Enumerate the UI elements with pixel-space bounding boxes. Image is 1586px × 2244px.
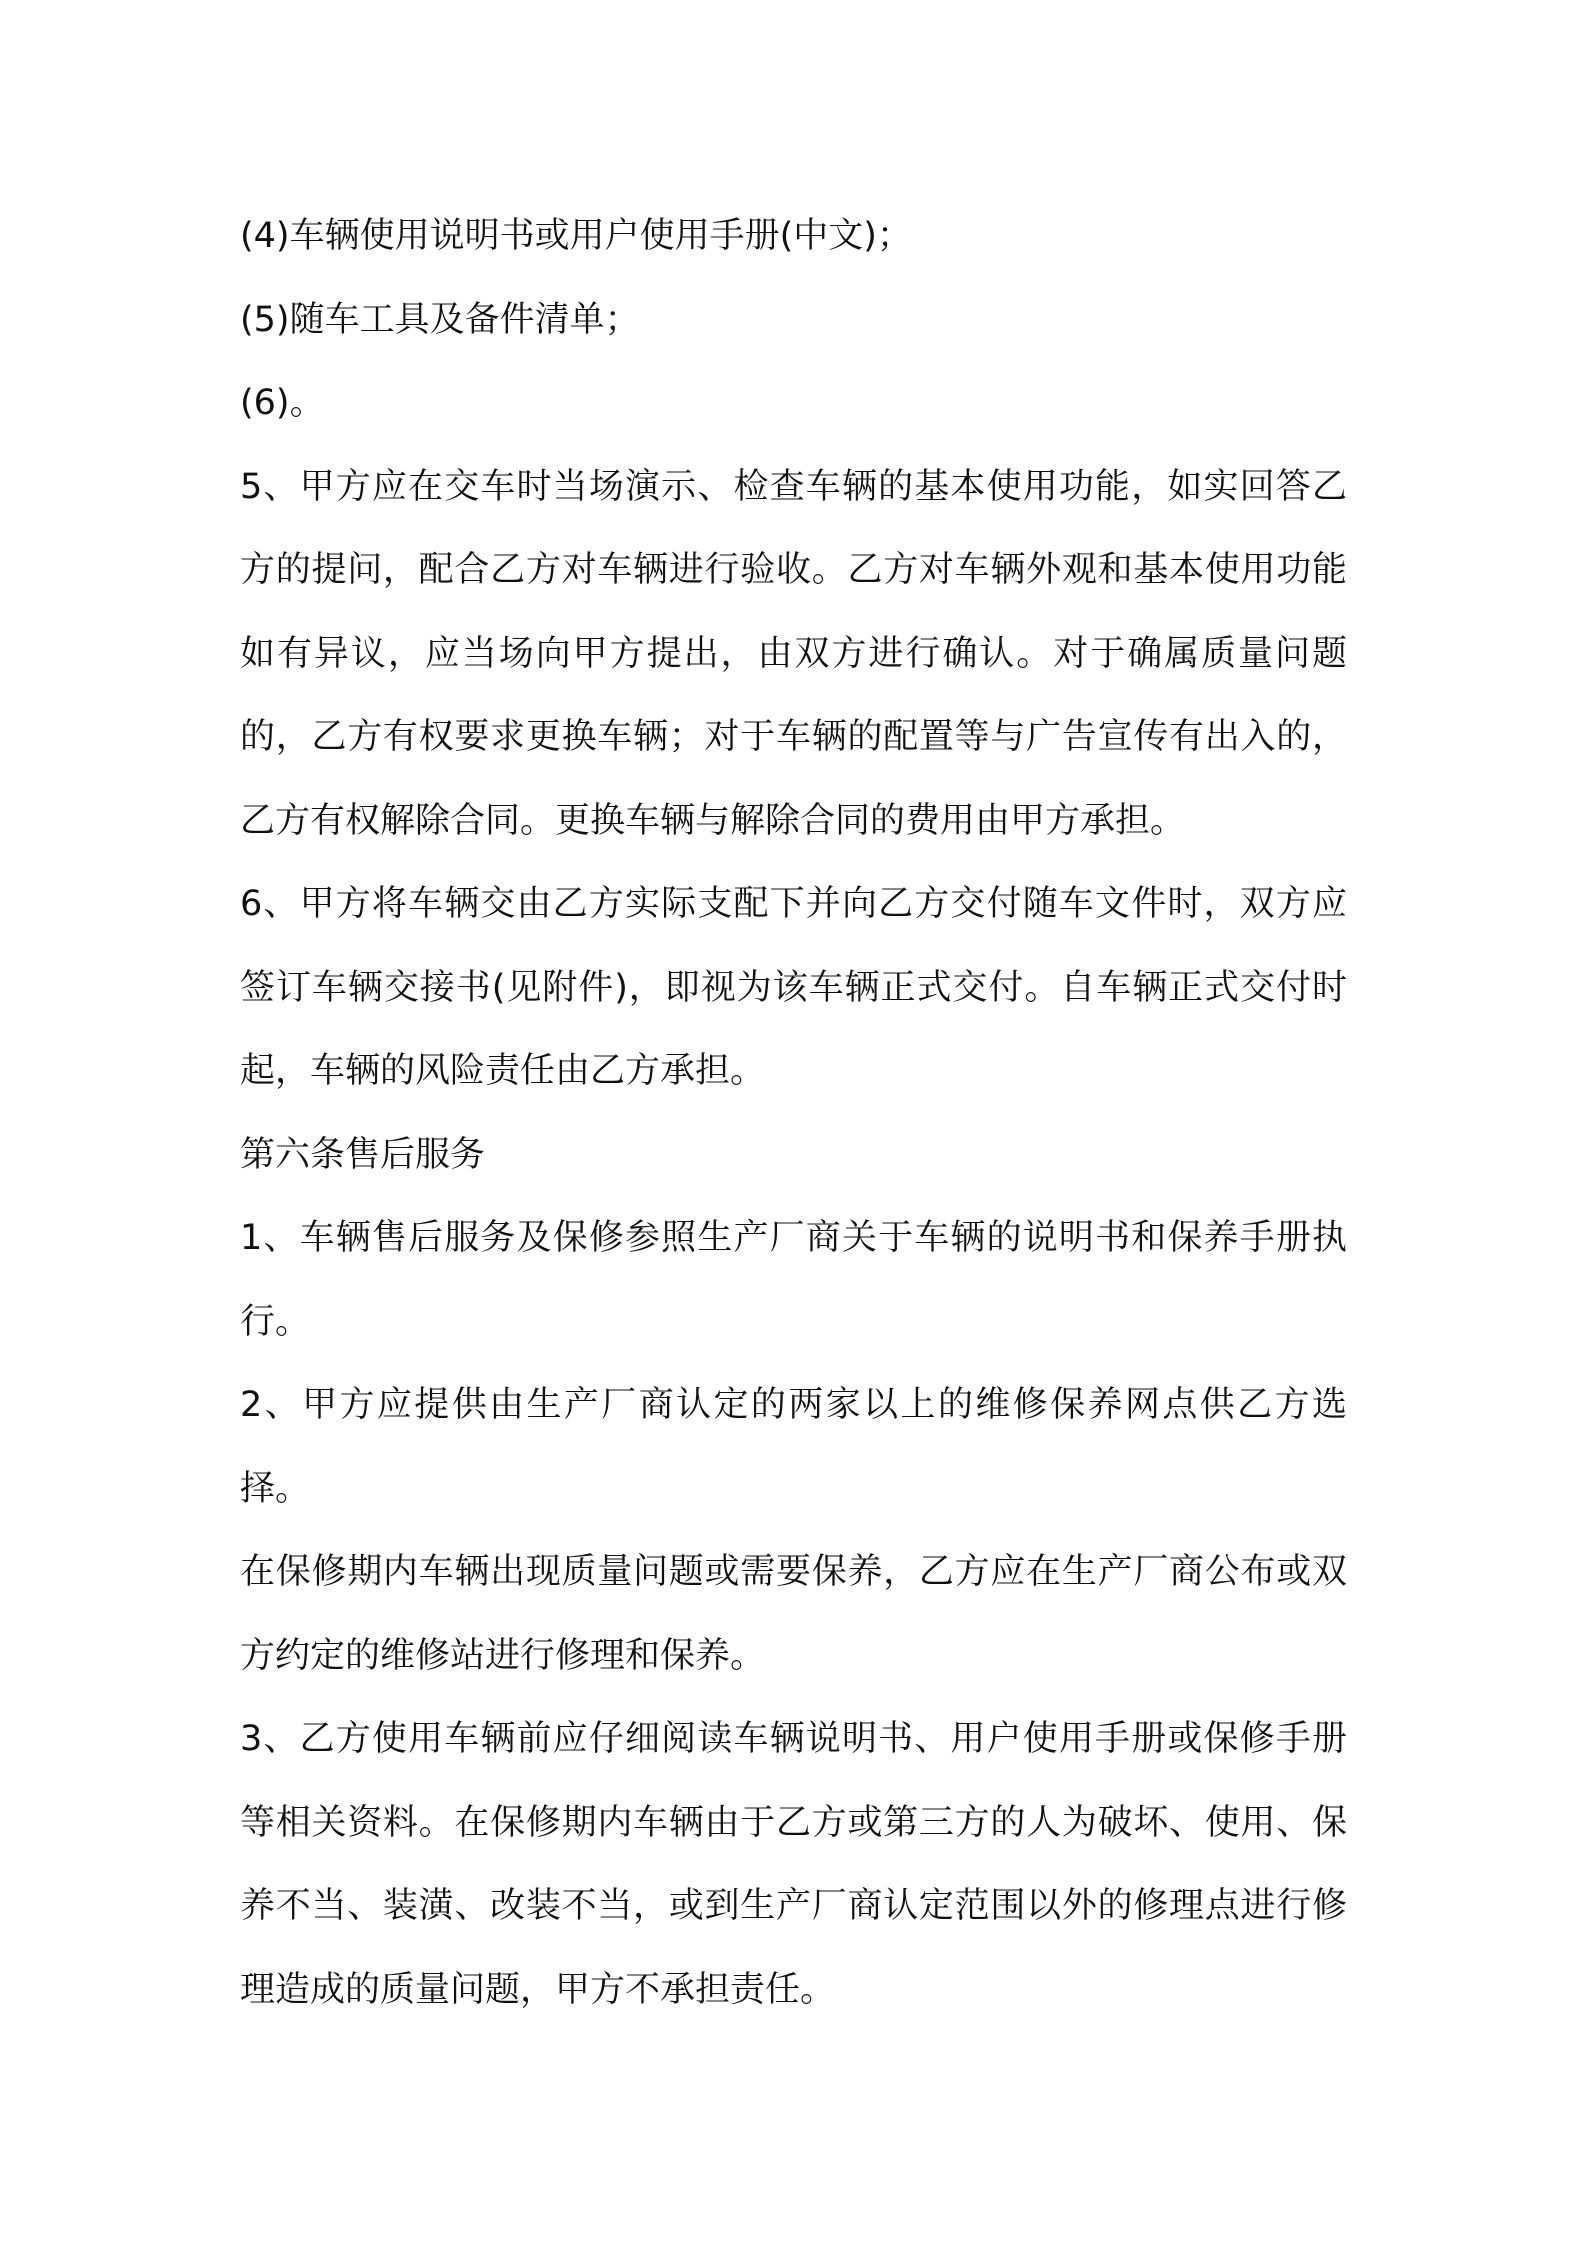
paragraph-after-sales-2: 2、甲方应提供由生产厂商认定的两家以上的维修保养网点供乙方选择。 — [240, 1385, 1347, 1509]
paragraph-item-6: (6)。 — [240, 383, 325, 423]
paragraph-clause-6: 6、甲方将车辆交由乙方实际支配下并向乙方交付随车文件时，双方应签订车辆交接书(见附件)，即视为该车辆正式交付。自车辆正式交付时起，车辆的风险责任由乙方承担。 — [240, 884, 1347, 1091]
paragraph-item-5: (5)随车工具及备件清单； — [240, 299, 640, 340]
document-body — [240, 195, 1347, 2032]
paragraph-clause-5: 5、甲方应在交车时当场演示、检查车辆的基本使用功能，如实回答乙方的提问，配合乙方对车辆进行验收。乙方对车辆外观和基本使用功能如有异议，应当场向甲方提出，由双方进行确认。对于确属质量问题的，乙方有权要求更换车辆；对于车辆的配置等与广告宣传有出入的，乙方有权解除合同。更换车辆与解除合同的费用由甲方承担。 — [240, 466, 1347, 841]
paragraph-warranty-repair: 在保修期内车辆出现质量问题或需要保养，乙方应在生产厂商公布或双方约定的维修站进行修理和保养。 — [240, 1552, 1347, 1676]
paragraph-after-sales-3: 3、乙方使用车辆前应仔细阅读车辆说明书、用户使用手册或保修手册等相关资料。在保修期内车辆由于乙方或第三方的人为破坏、使用、保养不当、装潢、改装不当，或到生产厂商认定范围以外的修理点进行修理造成的质量问题，甲方不承担责任。 — [240, 1719, 1347, 2010]
paragraph-after-sales-1: 1、车辆售后服务及保修参照生产厂商关于车辆的说明书和保养手册执行。 — [240, 1218, 1347, 1342]
section-heading-after-sales: 第六条售后服务 — [240, 1134, 486, 1175]
paragraph-item-4: (4)车辆使用说明书或用户使用手册(中文)； — [240, 216, 912, 256]
